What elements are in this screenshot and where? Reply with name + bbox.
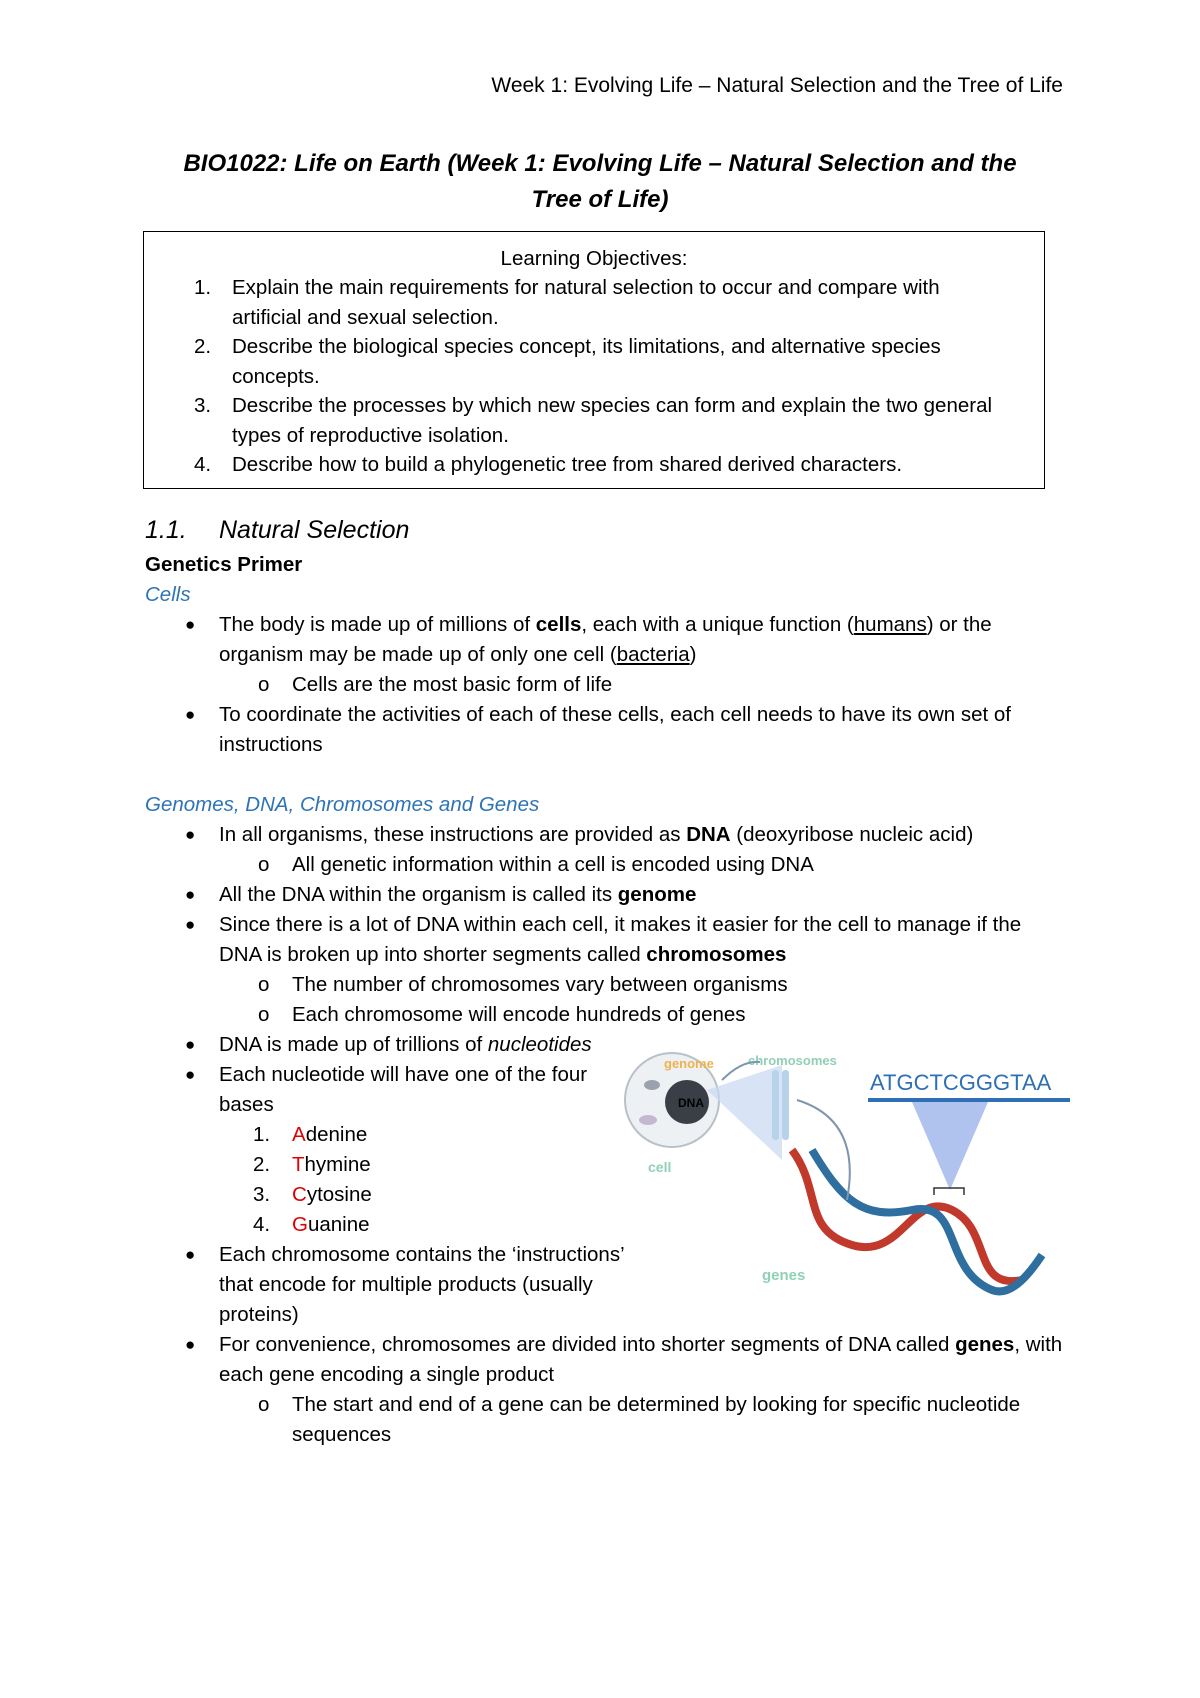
objectives-list	[144, 273, 1044, 480]
bullet-icon: ●	[185, 1245, 196, 1264]
base-name-rest: denine	[305, 1123, 368, 1146]
sub-bullet-text: The number of chromosomes vary between organisms	[292, 973, 788, 996]
sequence-label: ATGCTCGGGTAA	[870, 1070, 1052, 1095]
title-line-2: Tree of Life)	[531, 186, 669, 213]
title-line-1: BIO1022: Life on Earth (Week 1: Evolving Life – Natural Selection and the	[183, 150, 1017, 177]
base-number: 1.	[253, 1123, 271, 1146]
bold-term: DNA	[686, 823, 731, 846]
objective-item	[144, 273, 1044, 332]
bullet-icon: ●	[185, 1035, 196, 1054]
sub-bullet-icon: o	[258, 1003, 270, 1026]
bold-term: genome	[617, 883, 697, 906]
objective-item	[144, 391, 1044, 450]
genome-label: genome	[664, 1056, 714, 1071]
bullet-item	[145, 880, 1065, 910]
italic-term: nucleotides	[487, 1033, 592, 1056]
base-initial: A	[292, 1123, 306, 1146]
objective-text: Describe how to build a phylogenetic tree from shared derived characters.	[232, 453, 903, 476]
organelle-icon	[639, 1115, 657, 1125]
bullet-item	[145, 610, 1065, 670]
sub-bullet-item	[145, 1000, 1065, 1030]
sub-bullet-item	[145, 970, 1065, 1000]
sub-bullet-text: Cells are the most basic form of life	[292, 673, 613, 696]
dna-strand-blue	[812, 1150, 1042, 1291]
genetics-primer-heading: Genetics Primer	[145, 553, 303, 576]
bullet-text: DNA is made up of trillions of	[219, 1033, 488, 1056]
gene-bracket	[934, 1188, 964, 1195]
spacer	[145, 760, 1065, 790]
sub-bullet-text: The start and end of a gene can be determined by looking for specific nucleotide sequences	[292, 1393, 1021, 1446]
bullet-item	[145, 1240, 639, 1330]
bullet-item	[145, 700, 1065, 760]
chromosome-icon	[782, 1070, 789, 1140]
bullet-text: , with each gene encoding a single product	[219, 1333, 1063, 1386]
bullet-item	[145, 1060, 639, 1120]
base-number: 4.	[253, 1213, 271, 1236]
genes-label: genes	[762, 1267, 806, 1284]
bullet-text: In all organisms, these instructions are provided as	[219, 823, 687, 846]
cells-heading: Cells	[145, 583, 191, 606]
bullet-text: Each nucleotide will have one of the four bases	[219, 1063, 588, 1116]
dna-label: DNA	[678, 1096, 704, 1110]
objective-text: Describe the processes by which new species can form and explain the two general types of reproductive isolation.	[232, 394, 993, 447]
bullet-text: Since there is a lot of DNA within each cell, it makes it easier for the cell to manage if the DNA is broken up into shorter segments called	[219, 913, 1022, 966]
objective-number: 1.	[194, 276, 212, 299]
section-number: 1.1.	[145, 516, 187, 544]
bullet-item	[145, 910, 1065, 970]
chromosomes-label: chromosomes	[748, 1053, 837, 1068]
bullet-text: All the DNA within the organism is called its	[219, 883, 618, 906]
section-heading	[145, 516, 409, 545]
section-title-text: Natural Selection	[219, 516, 410, 544]
sub-bullet-item	[145, 1390, 1065, 1450]
objective-text: Describe the biological species concept, its limitations, and alternative species concepts.	[232, 335, 941, 388]
bold-term: chromosomes	[646, 943, 787, 966]
base-number: 3.	[253, 1183, 271, 1206]
document-title	[145, 146, 1055, 218]
bullet-icon: ●	[185, 1335, 196, 1354]
genomes-heading: Genomes, DNA, Chromosomes and Genes	[145, 793, 540, 816]
cell-label: cell	[648, 1159, 672, 1175]
bullet-icon: ●	[185, 885, 196, 904]
base-initial: T	[292, 1153, 305, 1176]
bullet-text: The body is made up of millions of	[219, 613, 536, 636]
bullet-icon: ●	[185, 705, 196, 724]
objective-item	[144, 332, 1044, 391]
bold-term: genes	[955, 1333, 1015, 1356]
bullet-text: For convenience, chromosomes are divided into shorter segments of DNA called	[219, 1333, 956, 1356]
dna-diagram	[612, 1040, 1072, 1330]
sub-bullet-item	[145, 850, 1065, 880]
objective-number: 3.	[194, 394, 212, 417]
bullet-item	[145, 1030, 639, 1060]
base-initial: C	[292, 1183, 307, 1206]
bullet-text: Each chromosome contains the ‘instructions’ that encode for multiple products (usually proteins)	[219, 1243, 624, 1326]
bullet-item	[145, 1330, 1065, 1390]
bullet-text: , each with a unique function (	[581, 613, 854, 636]
sub-bullet-icon: o	[258, 853, 270, 876]
page-header: Week 1: Evolving Life – Natural Selection and the Tree of Life	[491, 74, 1063, 97]
base-number: 2.	[253, 1153, 271, 1176]
sub-bullet-icon: o	[258, 973, 270, 996]
bold-term: cells	[535, 613, 582, 636]
bullet-text: To coordinate the activities of each of these cells, each cell needs to have its own set of instructions	[219, 703, 1011, 756]
bullet-icon: ●	[185, 615, 196, 634]
objective-number: 4.	[194, 453, 212, 476]
objective-text: Explain the main requirements for natural selection to occur and compare with artificial and sexual selection.	[232, 276, 940, 329]
objective-number: 2.	[194, 335, 212, 358]
underlined-term: humans	[853, 613, 927, 636]
base-name-rest: uanine	[307, 1213, 370, 1236]
sub-bullet-icon: o	[258, 673, 270, 696]
bullet-icon: ●	[185, 825, 196, 844]
base-name-rest: hymine	[304, 1153, 371, 1176]
sub-bullet-text: All genetic information within a cell is encoded using DNA	[292, 853, 814, 876]
objective-item	[144, 450, 1044, 480]
sub-bullet-item	[145, 670, 1065, 700]
bullet-icon: ●	[185, 915, 196, 934]
learning-objectives-box	[143, 231, 1045, 489]
zoom-cone	[912, 1102, 988, 1190]
sub-bullet-text: Each chromosome will encode hundreds of genes	[292, 1003, 746, 1026]
sub-bullet-icon: o	[258, 1393, 270, 1416]
organelle-icon	[644, 1080, 660, 1090]
chromosome-icon	[772, 1070, 779, 1140]
bullet-item	[145, 820, 1065, 850]
objectives-heading: Learning Objectives:	[500, 247, 688, 270]
bullet-icon: ●	[185, 1065, 196, 1084]
bullet-text: ) or the organism may be made up of only one cell (	[219, 613, 992, 666]
bullet-text: )	[689, 643, 697, 666]
bullet-text: (deoxyribose nucleic acid)	[730, 823, 974, 846]
base-name-rest: ytosine	[306, 1183, 372, 1206]
base-initial: G	[292, 1213, 308, 1236]
underlined-term: bacteria	[616, 643, 690, 666]
